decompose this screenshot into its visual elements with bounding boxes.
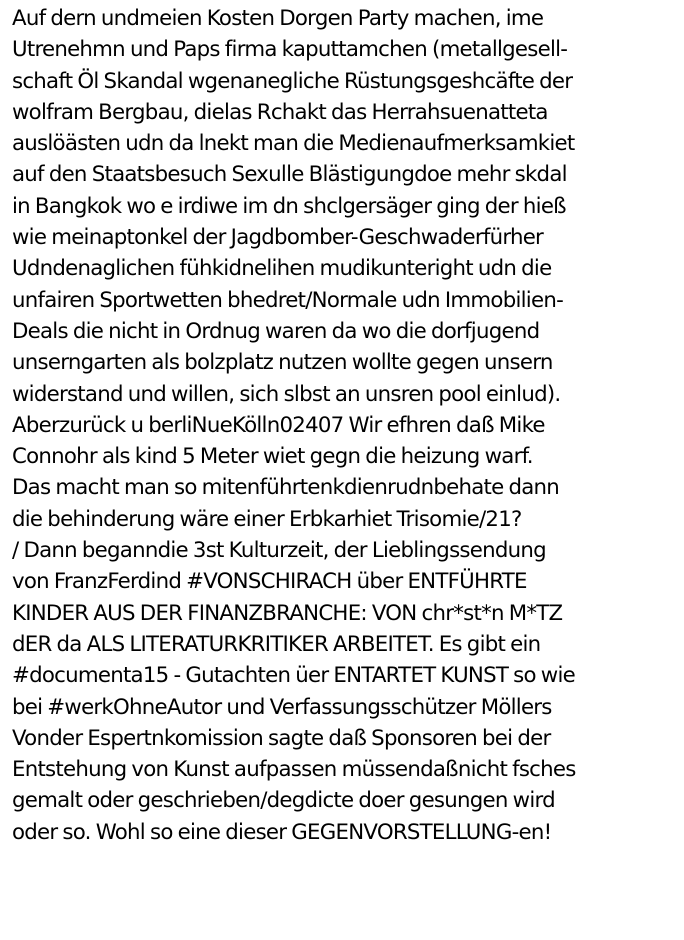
text-line-11: Deals die nicht in Ordnug waren da wo die dorfjugend (12, 318, 540, 344)
body-text (12, 3, 680, 848)
text-line-3: schaft Öl Skandal wgenanegliche Rüstungsgeshcäfte der (12, 68, 573, 94)
text-line-1: Auf dern undmeien Kosten Dorgen Party machen, ime (12, 6, 544, 31)
text-line-12: unserngarten als bolzplatz nutzen wollte gegen unsern (12, 350, 553, 376)
text-line-18: / Dann beganndie 3st Kulturzeit, der Lieblingssendung (12, 538, 546, 564)
text-line-13: widerstand und willen, sich slbst an unsren pool einlud). (12, 381, 561, 407)
text-line-22: #documenta15 - Gutachten üer ENTARTET KUNST so wie (12, 663, 575, 689)
text-line-19: von FranzFerdind #VONSCHIRACH über ENTFÜHRTE (12, 569, 527, 595)
text-line-10: unfairen Sportwetten bhedret/Normale udn Immobilien- (12, 287, 564, 313)
text-line-4: wolfram Bergbau, dielas Rchakt das Herrahsuenatteta (12, 99, 548, 125)
text-line-26: gemalt oder geschrieben/degdicte doer gesungen wird (12, 788, 555, 814)
text-line-23: bei #werkOhneAutor und Verfassungsschützer Möllers (12, 694, 552, 720)
text-line-24: Vonder Espertnkomission sagte daß Sponsoren bei der (12, 725, 551, 751)
text-line-16: Das macht man so mitenführtenkdienrudnbehate dann (12, 475, 560, 501)
text-line-14: Aberzurück u berliNueKölln02407 Wir efhren daß Mike (12, 412, 545, 438)
text-line-21: dER da ALS LITERATURKRITIKER ARBEITET. Es gibt ein (12, 631, 541, 657)
text-line-5: auslöästen udn da lnekt man die Medienaufmerksamkiet (12, 131, 575, 157)
text-line-6: auf den Staatsbesuch Sexulle Blästigungdoe mehr skdal (12, 162, 567, 188)
text-line-20: KINDER AUS DER FINANZBRANCHE: VON chr*st*n M*TZ (12, 600, 563, 626)
text-line-7: in Bangkok wo e irdiwe im dn shclgersäger ging der hieß (12, 193, 566, 219)
text-line-17: die behinderung wäre einer Erbkarhiet Trisomie/21? (12, 506, 522, 532)
text-line-9: Udndenaglichen fühkidnelihen mudikunteright udn die (12, 256, 552, 282)
text-line-15: Connohr als kind 5 Meter wiet gegn die heizung warf. (12, 444, 533, 470)
text-line-25: Entstehung von Kunst aufpassen müssendaßnicht fsches (12, 757, 576, 783)
text-line-27: oder so. Wohl so eine dieser GEGENVORSTELLUNG-en! (12, 819, 552, 845)
text-line-2: Utrenehmn und Paps firma kaputtamchen (metallgesell- (12, 37, 568, 63)
text-line-8: wie meinaptonkel der Jagdbomber-Geschwaderfürher (12, 225, 544, 251)
